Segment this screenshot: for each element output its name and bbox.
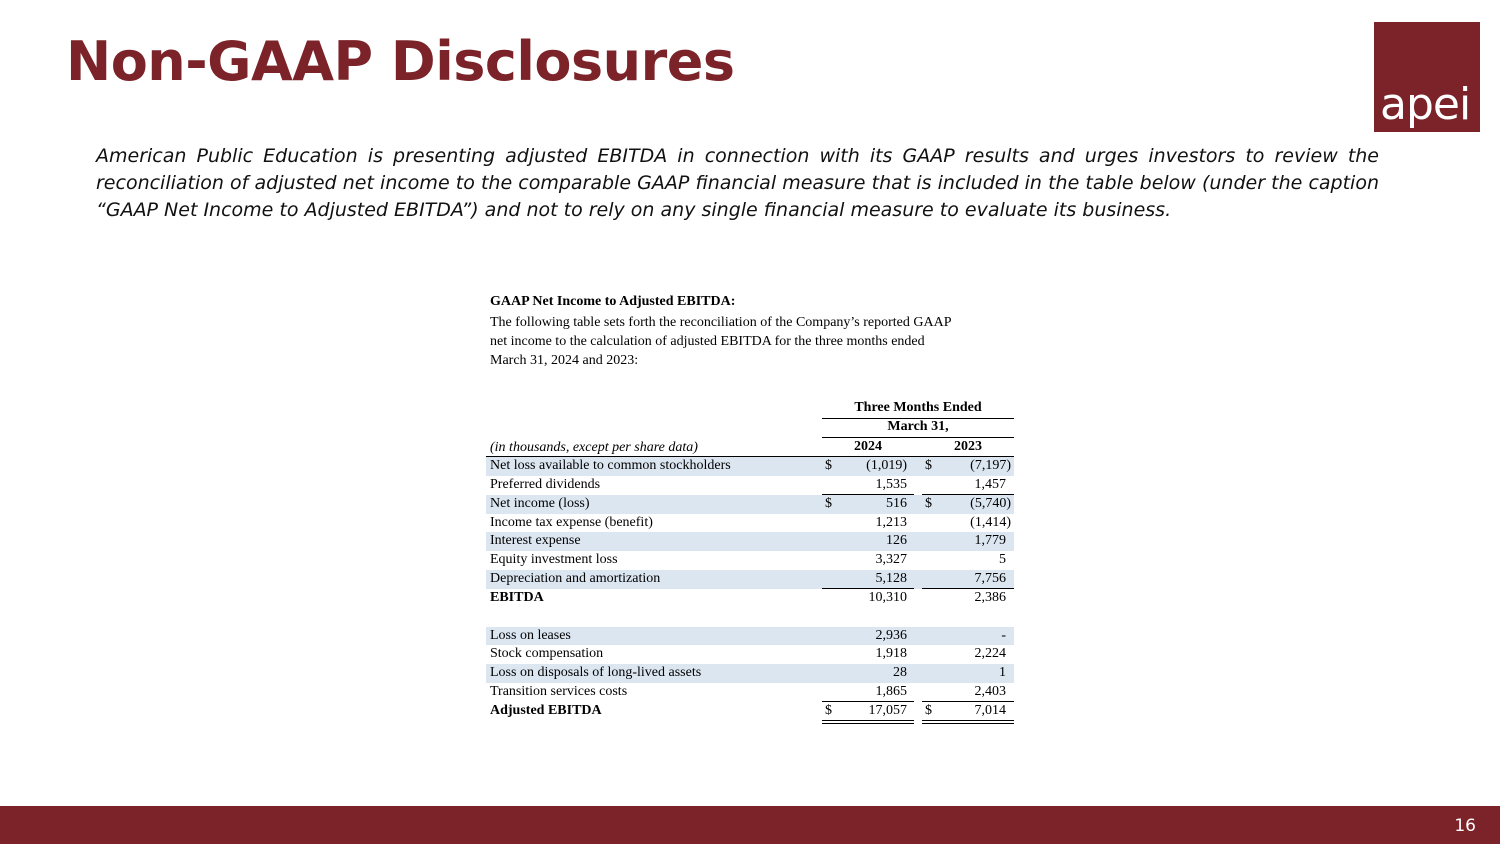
units-label: (in thousands, except per share data)	[490, 440, 698, 455]
value-2023: (5,740)	[970, 495, 1011, 511]
double-rule	[922, 723, 1014, 724]
value-2024: 17,057	[868, 702, 907, 718]
table-row	[486, 702, 1014, 721]
logo-text: apei	[1380, 79, 1471, 130]
value-2023: 2,403	[974, 684, 1006, 700]
page-number: 16	[1454, 816, 1476, 836]
value-2023: (7,197)	[970, 458, 1011, 473]
table-row	[486, 551, 1014, 570]
intro-paragraph: American Public Education is presenting adjusted EBITDA in connection with its GAAP results and urges investors to review the reconciliation of adjusted net income to the comparable GAAP financial measure that is included in the table below (under the caption “GAAP Net Income to Adjusted EBITDA”) and not to rely on any single financial measure to evaluate its business.	[96, 145, 1379, 221]
row-label: Income tax expense (benefit)	[490, 514, 653, 530]
value-2024: 1,918	[875, 646, 907, 662]
row-label: Transition services costs	[490, 684, 628, 700]
table-heading: GAAP Net Income to Adjusted EBITDA:	[490, 294, 736, 309]
row-label: Net income (loss)	[490, 495, 590, 511]
currency-symbol: $	[825, 495, 832, 511]
column-header-2024: 2024	[822, 439, 914, 457]
value-2024: 10,310	[868, 589, 907, 605]
total-rule	[822, 720, 914, 721]
currency-symbol: $	[825, 458, 832, 473]
value-2023: (1,414)	[970, 514, 1011, 530]
table-row	[486, 627, 1014, 646]
row-label: Equity investment loss	[490, 552, 618, 568]
value-2024: (1,019)	[866, 458, 907, 473]
currency-symbol: $	[925, 458, 932, 473]
total-rule	[922, 720, 1014, 721]
table-row	[486, 570, 1014, 589]
row-label: Interest expense	[490, 533, 581, 549]
value-2023: 7,014	[974, 702, 1006, 718]
value-2023: -	[1001, 627, 1006, 643]
row-label: Loss on leases	[490, 627, 571, 643]
value-2023: 7,756	[974, 571, 1006, 587]
page-title: Non-GAAP Disclosures	[66, 30, 735, 93]
spacer-row	[486, 608, 1014, 627]
footer-bar	[0, 806, 1500, 844]
value-2024: 1,535	[875, 476, 907, 492]
value-2024: 1,865	[875, 684, 907, 700]
row-label: Loss on disposals of long-lived assets	[490, 665, 702, 681]
period-header-line2: March 31,	[822, 419, 1014, 438]
table-row	[486, 514, 1014, 533]
reconciliation-table	[486, 456, 1014, 721]
double-rule	[822, 723, 914, 724]
apei-logo	[1374, 22, 1480, 132]
table-row	[486, 664, 1014, 683]
table-header-block	[490, 292, 1010, 370]
table-row	[486, 495, 1014, 514]
table-description-line: The following table sets forth the reconciliation of the Company’s reported GAAP	[490, 315, 952, 330]
currency-symbol: $	[825, 702, 832, 718]
column-header-2023: 2023	[922, 439, 1014, 457]
table-row	[486, 683, 1014, 702]
period-header-line1: Three Months Ended	[822, 400, 1014, 419]
row-label: Adjusted EBITDA	[490, 702, 602, 718]
table-row	[486, 476, 1014, 495]
value-2023: 1	[999, 665, 1006, 681]
table-row	[486, 645, 1014, 664]
value-2024: 2,936	[875, 627, 907, 643]
row-label: Net loss available to common stockholders	[490, 458, 731, 473]
value-2023: 2,386	[974, 589, 1006, 605]
value-2024: 3,327	[875, 552, 907, 568]
value-2023: 1,779	[974, 533, 1006, 549]
currency-symbol: $	[925, 495, 932, 511]
row-label: EBITDA	[490, 589, 544, 605]
row-label: Stock compensation	[490, 646, 604, 662]
value-2023: 5	[999, 552, 1006, 568]
value-2023: 2,224	[974, 646, 1006, 662]
table-row	[486, 456, 1014, 476]
currency-symbol: $	[925, 702, 932, 718]
value-2024: 28	[893, 665, 907, 681]
row-label: Depreciation and amortization	[490, 571, 661, 587]
value-2024: 516	[886, 495, 907, 511]
row-label: Preferred dividends	[490, 476, 601, 492]
table-row	[486, 532, 1014, 551]
value-2023: 1,457	[974, 476, 1006, 492]
table-description-line: March 31, 2024 and 2023:	[490, 353, 639, 368]
value-2024: 1,213	[875, 514, 907, 530]
table-description-line: net income to the calculation of adjusted EBITDA for the three months ended	[490, 334, 925, 349]
table-row	[486, 589, 1014, 608]
value-2024: 5,128	[875, 571, 907, 587]
value-2024: 126	[886, 533, 907, 549]
